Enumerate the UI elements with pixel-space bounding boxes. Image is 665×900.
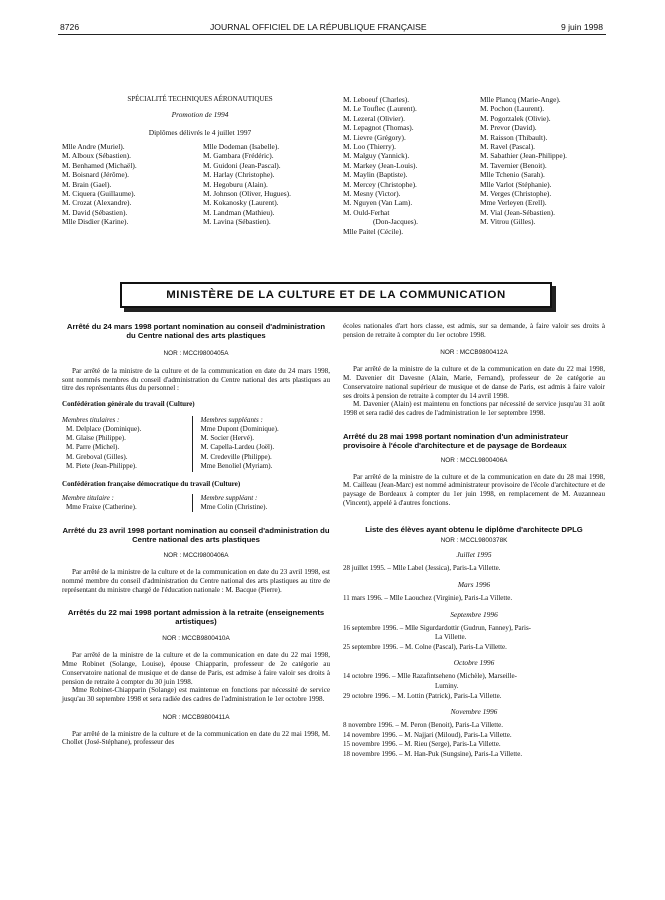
list-item: M. Vitrou (Gilles). bbox=[480, 217, 536, 227]
month-heading: Octobre 1996 bbox=[453, 658, 495, 668]
graduate-entry: Luminy. bbox=[435, 682, 459, 690]
substitute-list bbox=[201, 425, 331, 472]
list-item: M. Maylin (Baptiste). bbox=[343, 170, 408, 180]
graduate-entry: 8 novembre 1996. – M. Peron (Benoit), Paris-La Villette. bbox=[343, 721, 504, 730]
arrete-1-title: Arrêté du 24 mars 1998 portant nomination au conseil d'administration du Centre national des arts plastiques bbox=[66, 322, 326, 340]
arrete-1-text: Par arrêté de la ministre de la culture et de la communication en date du 24 mars 1998, sont nommés membres du conseil d'administration du Centre national des arts plastiques au titre des représentants élus du personnel : bbox=[62, 367, 330, 393]
arrete-2-text: Par arrêté de la ministre de la culture et de la communication en date du 23 avril 1998, est nommé membre du conseil d'administration du Centre national des arts plastiques au titre de représentant du ministre chargé de l'éducation nationale : M. Bacque (Pierre). bbox=[62, 568, 330, 594]
list-item: M. Delplace (Dominique). bbox=[66, 424, 142, 433]
graduate-entry: 14 octobre 1996. – Mlle Razafintseheno (Michèle), Marseille- bbox=[343, 672, 517, 681]
arrete-3-title: Arrêtés du 22 mai 1998 portant admission à la retraite (enseignements artistiques) bbox=[67, 608, 325, 627]
titular-members bbox=[62, 416, 193, 472]
list-item: M. Sabathier (Jean-Philippe). bbox=[480, 151, 568, 161]
titular-member-2 bbox=[62, 494, 193, 512]
list-item: M. Socier (Hervé). bbox=[200, 433, 255, 442]
list-item: M. Mesny (Victor). bbox=[343, 189, 401, 199]
list-item: Mlle Plancq (Marie-Ange). bbox=[480, 95, 561, 104]
list-item: M. Leboeuf (Charles). bbox=[343, 95, 410, 104]
list-item: M. Parre (Michel). bbox=[66, 443, 120, 452]
graduates-col-1 bbox=[62, 142, 137, 227]
titular-list bbox=[62, 425, 192, 472]
list-item: M. Vial (Jean-Sébastien). bbox=[480, 207, 555, 217]
journal-title: JOURNAL OFFICIEL DE LA RÉPUBLIQUE FRANÇAISE bbox=[210, 22, 427, 32]
list-item: M. Mercey (Christophe). bbox=[343, 179, 417, 189]
list-item: M. Tavernier (Benoit). bbox=[480, 160, 547, 170]
list-item: Mlle Varlot (Stéphanie). bbox=[480, 179, 552, 189]
graduates-col-2 bbox=[203, 142, 291, 227]
retirement-text-2: Par arrêté de la ministre de la culture et de la communication en date du 22 mai 1998, M. Davenier dit Davesne (Alain, Marie, Fernand), professeur de 2e catégorie au Conservatoire national supérieur de musique et de danse de Paris, est admis à faire valoir ses droits à pension de retraite à compter du 14 avril 1998. M. Davenier (Alain) est maintenu en fonctions par nécessité de service jusqu'au 31 août 1998 et sera radié des cadres de l'administration le 1er septembre 1998. bbox=[343, 365, 605, 417]
header-rule bbox=[58, 34, 606, 35]
arrete-3-text: Par arrêté de la ministre de la culture et de la communication en date du 22 mai 1998, Mme Robinet (Solange, Louise), épouse Chiapparin, professeur de 2e catégorie au Conservatoire national de musique et de danse de Paris, est admise à faire valoir ses droits à pension de retraite à compter du 30 juin 1998. Mme Robinet-Chiapparin (Solange) est maintenue en fonctions par nécessité de service jusqu'au 30 septembre 1998 et sera radiée des cadres de l'administration le 1er octobre 1998. bbox=[62, 651, 330, 703]
list-item: M. Johnson (Oliver, Hugues). bbox=[203, 189, 291, 199]
diplomas-date: Diplômes délivrés le 4 juillet 1997 bbox=[148, 128, 252, 137]
arrete-4-title: Arrêté du 28 mai 1998 portant nomination d'un administrateur provisoire à l'école d'architecture et de paysage de Bordeaux bbox=[343, 431, 569, 450]
list-item: M. Ravel (Pascal). bbox=[480, 142, 536, 152]
dplg-list-title: Liste des élèves ayant obtenu le diplôme d'architecte DPLG bbox=[365, 525, 583, 535]
substitute-heading: Membres suppléants : bbox=[200, 415, 263, 424]
substitute-members bbox=[193, 416, 331, 472]
list-item: M. Ciquera (Guillaume). bbox=[62, 189, 136, 199]
arrete-4-text: Par arrêté de la ministre de la culture et de la communication en date du 28 mai 1998, M. Cailleau (Jean-Marc) est nommé administrateur provisoire de l'école d'architecture et de paysage de Bordeaux à compter du 1er juin 1998, en remplacement de M. Auzanneau (Vincent), appelé à d'autres fonctions. bbox=[343, 472, 605, 507]
list-item: M. Greboval (Gilles). bbox=[66, 452, 128, 461]
list-item: M. Hegoburu (Alain). bbox=[203, 179, 268, 189]
list-item: M. Gambara (Frédéric). bbox=[203, 151, 274, 161]
list-item: M. Pogorzalek (Olivie). bbox=[480, 113, 551, 123]
dplg-list-nor: NOR : MCCL9800378K bbox=[440, 537, 508, 545]
dplg-list bbox=[343, 550, 605, 759]
titular-name-2: Mme Fraixe (Catherine). bbox=[66, 502, 137, 511]
list-item: M. Piete (Jean-Philippe). bbox=[66, 462, 137, 471]
substitute-member-2 bbox=[193, 494, 331, 512]
arrete-2-nor: NOR : MCCI9800406A bbox=[163, 552, 229, 560]
graduate-entry: 29 octobre 1996. – M. Lottin (Patrick), Paris-La Villette. bbox=[343, 691, 502, 700]
list-item: M. Lezeral (Olivier). bbox=[343, 113, 405, 123]
titular-heading: Membres titulaires : bbox=[62, 415, 120, 424]
list-item: Mlle Tchenio (Sarah). bbox=[480, 170, 545, 180]
arrete-4-nor: NOR : MCCL9800406A bbox=[440, 456, 508, 464]
list-item: M. Guidoni (Jean-Pascal). bbox=[203, 160, 281, 170]
list-item: M. Crozat (Alexandre). bbox=[62, 198, 132, 208]
month-heading: Juillet 1995 bbox=[456, 550, 492, 560]
arrete-1-nor: NOR : MCCI9800405A bbox=[163, 350, 229, 357]
list-item: Mlle Andre (Muriel). bbox=[62, 142, 125, 151]
graduate-entry: 28 juillet 1995. – Mlle Label (Jessica), Paris-La Villette. bbox=[343, 564, 501, 573]
ministry-banner bbox=[120, 282, 552, 308]
month-heading: Novembre 1996 bbox=[450, 707, 498, 717]
month-heading: Mars 1996 bbox=[457, 580, 491, 590]
list-item: M. Ould-Ferhat bbox=[343, 207, 390, 217]
substitute-name-2: Mme Colin (Christine). bbox=[200, 502, 268, 511]
list-item: M. Brain (Gael). bbox=[62, 179, 112, 189]
specialty-title: SPÉCIALITÉ TECHNIQUES AÉRONAUTIQUES bbox=[127, 95, 273, 103]
list-item: M. Boisnard (Jérôme). bbox=[62, 170, 129, 180]
list-item: M. Alboux (Sébastien). bbox=[62, 151, 131, 161]
list-item: M. Raisson (Thibault). bbox=[480, 132, 548, 142]
list-item: M. Benhamed (Michaël). bbox=[62, 160, 137, 170]
list-item: M. Lievre (Grégory). bbox=[343, 132, 406, 142]
graduates-col-4 bbox=[480, 95, 567, 227]
list-item: M. Glaise (Philippe). bbox=[66, 433, 126, 442]
members-table-1 bbox=[62, 416, 330, 472]
list-item: M. Le Touflec (Laurent). bbox=[343, 104, 417, 114]
list-item: Mme Benoliel (Myriam). bbox=[200, 462, 273, 471]
list-item: Mlle Disdier (Karine). bbox=[62, 217, 129, 227]
month-heading: Septembre 1996 bbox=[450, 609, 498, 619]
right-column bbox=[343, 322, 605, 760]
retirement-nor: NOR : MCCB9800412A bbox=[440, 349, 508, 357]
arrete-2-title: Arrêté du 23 avril 1998 portant nomination au conseil d'administration du Centre national des arts plastiques bbox=[62, 526, 330, 545]
substitute-heading-2: Membre suppléant : bbox=[200, 494, 258, 503]
list-item: M. Landman (Mathieu). bbox=[203, 207, 275, 217]
list-item: M. Credeville (Philippe). bbox=[200, 452, 272, 461]
list-item: (Don-Jacques). bbox=[373, 217, 418, 227]
list-item: M. Kokanosky (Laurent). bbox=[203, 198, 279, 208]
ministry-title: MINISTÈRE DE LA CULTURE ET DE LA COMMUNICATION bbox=[166, 289, 506, 301]
list-item: M. Prevor (David). bbox=[480, 123, 537, 133]
list-item: M. Pochon (Laurent). bbox=[480, 104, 545, 114]
graduates-col-3 bbox=[343, 95, 418, 236]
list-item: Mme Verleyen (Erell). bbox=[480, 198, 547, 208]
list-item: Mlle Dodeman (Isabelle). bbox=[203, 142, 280, 151]
list-item: M. Malguy (Yannick). bbox=[343, 151, 410, 161]
list-item: M. Verges (Christophe). bbox=[480, 189, 552, 199]
list-item: Mme Dupont (Dominique). bbox=[200, 424, 279, 433]
arrete-1-confederation-2: Confédération française démocratique du travail (Culture) bbox=[62, 479, 241, 488]
graduate-entry: 18 novembre 1996. – M. Han-Puk (Sungsine), Paris-La Villette. bbox=[343, 749, 523, 758]
issue-date: 9 juin 1998 bbox=[560, 22, 603, 32]
retirement-continuation: écoles nationales d'art hors classe, est admis, sur sa demande, à faire valoir ses droits à pension de retraite à compter du 1er octobre 1998. bbox=[343, 322, 605, 339]
list-item: M. Markey (Jean-Louis). bbox=[343, 160, 418, 170]
list-item: Mlle Paitel (Cécile). bbox=[343, 226, 404, 236]
arrete-3-nor-2: NOR : MCCB9800411A bbox=[162, 713, 230, 721]
list-item: M. Harlay (Christophe). bbox=[203, 170, 275, 180]
graduate-entry: 15 novembre 1996. – M. Rieu (Serge), Paris-La Villette. bbox=[343, 740, 501, 749]
graduate-entry: 16 septembre 1996. – Mlle Sigurdardottir (Gudrun, Fanney), Paris- bbox=[343, 623, 531, 632]
promotion: Promotion de 1994 bbox=[171, 110, 229, 119]
list-item: M. Capella-Lardeu (Joël). bbox=[200, 443, 275, 452]
list-item: M. David (Sébastien). bbox=[62, 207, 128, 217]
graduate-entry: La Villette. bbox=[435, 633, 467, 642]
list-item: M. Lavina (Sébastien). bbox=[203, 217, 271, 227]
graduate-entry: 11 mars 1996. – Mlle Laouchez (Virginie), Paris-La Villette. bbox=[343, 594, 513, 603]
graduate-entry: 14 novembre 1996. – M. Najjari (Miloud), Paris-La Villette. bbox=[343, 730, 512, 739]
graduate-entry: 25 septembre 1996. – M. Colne (Pascal), Paris-La Villette. bbox=[343, 642, 507, 651]
arrete-1-confederation-1: Confédération générale du travail (Culture) bbox=[62, 400, 195, 409]
members-table-2 bbox=[62, 494, 330, 512]
left-column bbox=[62, 322, 330, 747]
list-item: M. Loo (Thierry). bbox=[343, 142, 396, 152]
page-number: 8726 bbox=[60, 22, 80, 32]
arrete-3-text-2: Par arrêté de la ministre de la culture et de la communication en date du 22 mai 1998, M. Chollet (José-Stéphane), professeur des bbox=[62, 729, 330, 747]
arrete-3-nor: NOR : MCCB9800410A bbox=[162, 635, 230, 643]
titular-heading-2: Membre titulaire : bbox=[62, 494, 114, 503]
list-item: M. Nguyen (Van Lam). bbox=[343, 198, 413, 208]
list-item: M. Lepagnot (Thomas). bbox=[343, 123, 414, 133]
